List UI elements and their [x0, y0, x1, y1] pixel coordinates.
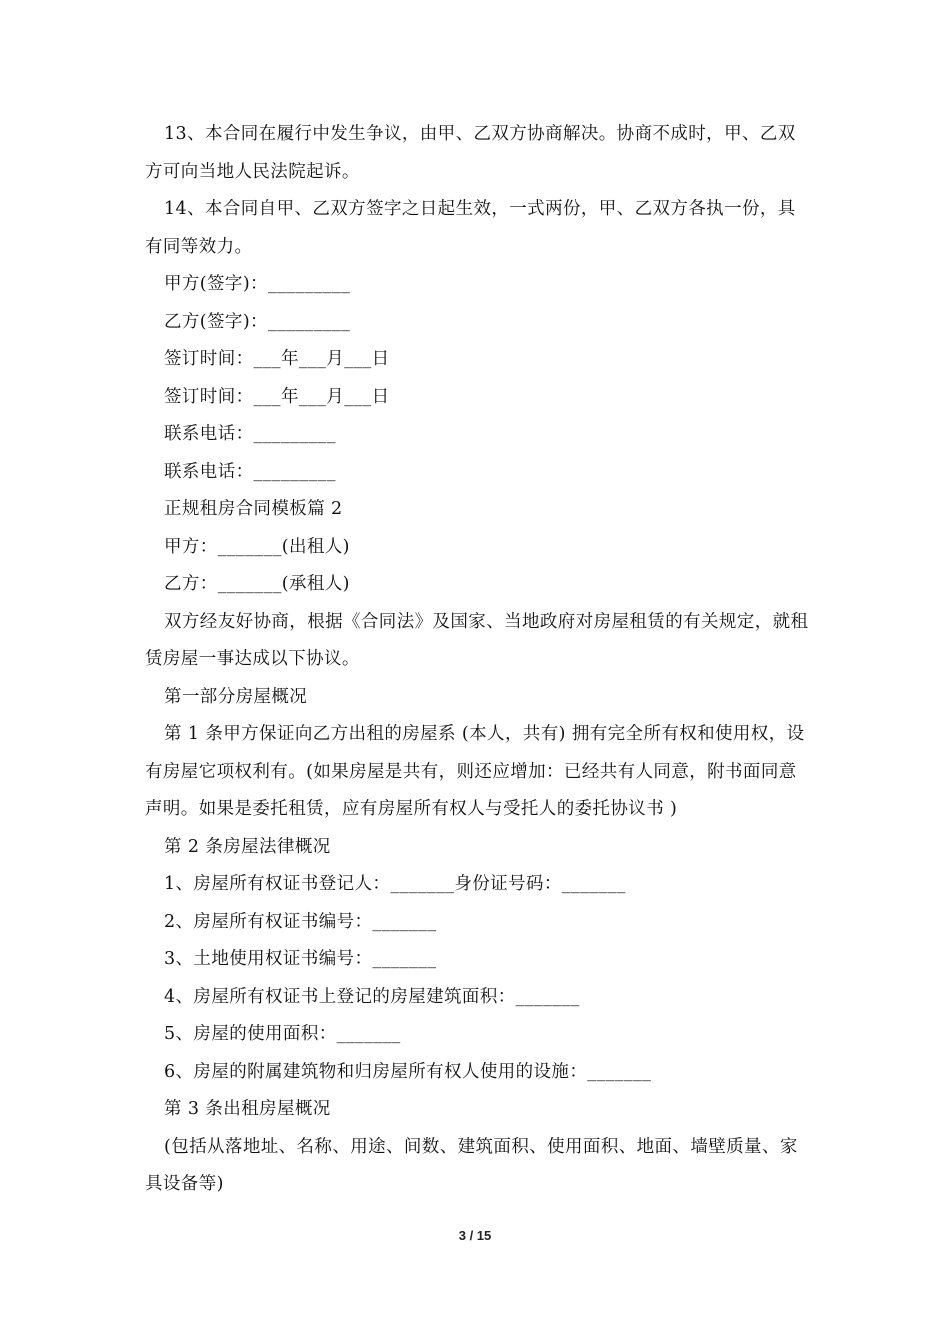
agreement-intro: 双方经友好协商，根据《合同法》及国家、当地政府对房屋租赁的有关规定，就租赁房屋一事达成以下协议。	[145, 611, 809, 669]
article-3-description: (包括从落地址、名称、用途、间数、建筑面积、使用面积、地面、墙壁质量、家具设备等)	[145, 1136, 798, 1194]
article-2-heading: 第 2 条房屋法律概况	[164, 836, 331, 857]
page-number: 3 / 15	[458, 1228, 492, 1243]
contact-phone-1: 联系电话：_________	[164, 424, 336, 444]
legal-item-6: 6、房屋的附属建筑物和归房屋所有权人使用的设施：_______	[164, 1061, 652, 1082]
party-b-lessee: 乙方：_______(承租人)	[164, 574, 350, 594]
legal-item-5: 5、房屋的使用面积：_______	[164, 1024, 401, 1044]
paragraph-14-effective: 14、本合同自甲、乙双方签字之日起生效，一式两份，甲、乙双方各执一份，具有同等效力。	[145, 199, 796, 257]
party-a-signature: 甲方(签字)：_________	[164, 274, 351, 294]
signing-date-2: 签订时间：___年___月___日	[164, 386, 390, 407]
legal-item-2: 2、房屋所有权证书编号：_______	[164, 911, 437, 932]
legal-item-1: 1、房屋所有权证书登记人：_______身份证号码：_______	[164, 874, 626, 894]
article-1: 第 1 条甲方保证向乙方出租的房屋系 (本人，共有) 拥有完全所有权和使用权，设有房屋它项权利有。(如果房屋是共有，则还应增加：已经共有人同意，附书面同意声明。如果是委托租赁，应有房屋所有权人与受托人的委托协议书 )	[145, 724, 805, 819]
legal-item-3: 3、土地使用权证书编号：_______	[164, 949, 437, 969]
legal-item-4: 4、房屋所有权证书上登记的房屋建筑面积：_______	[164, 986, 580, 1007]
article-3-heading: 第 3 条出租房屋概况	[164, 1099, 331, 1119]
contact-phone-2: 联系电话：_________	[164, 461, 336, 482]
party-a-lessor: 甲方：_______(出租人)	[164, 536, 350, 557]
section-title-template-2: 正规租房合同模板篇 2	[164, 499, 343, 519]
document-body	[145, 116, 810, 1204]
paragraph-13-dispute: 13、本合同在履行中发生争议，由甲、乙双方协商解决。协商不成时，甲、乙双方可向当地人民法院起诉。	[145, 124, 796, 182]
party-b-signature: 乙方(签字)：_________	[164, 311, 351, 332]
part-one-heading: 第一部分房屋概况	[164, 686, 308, 707]
signing-date-1: 签订时间：___年___月___日	[164, 349, 390, 369]
